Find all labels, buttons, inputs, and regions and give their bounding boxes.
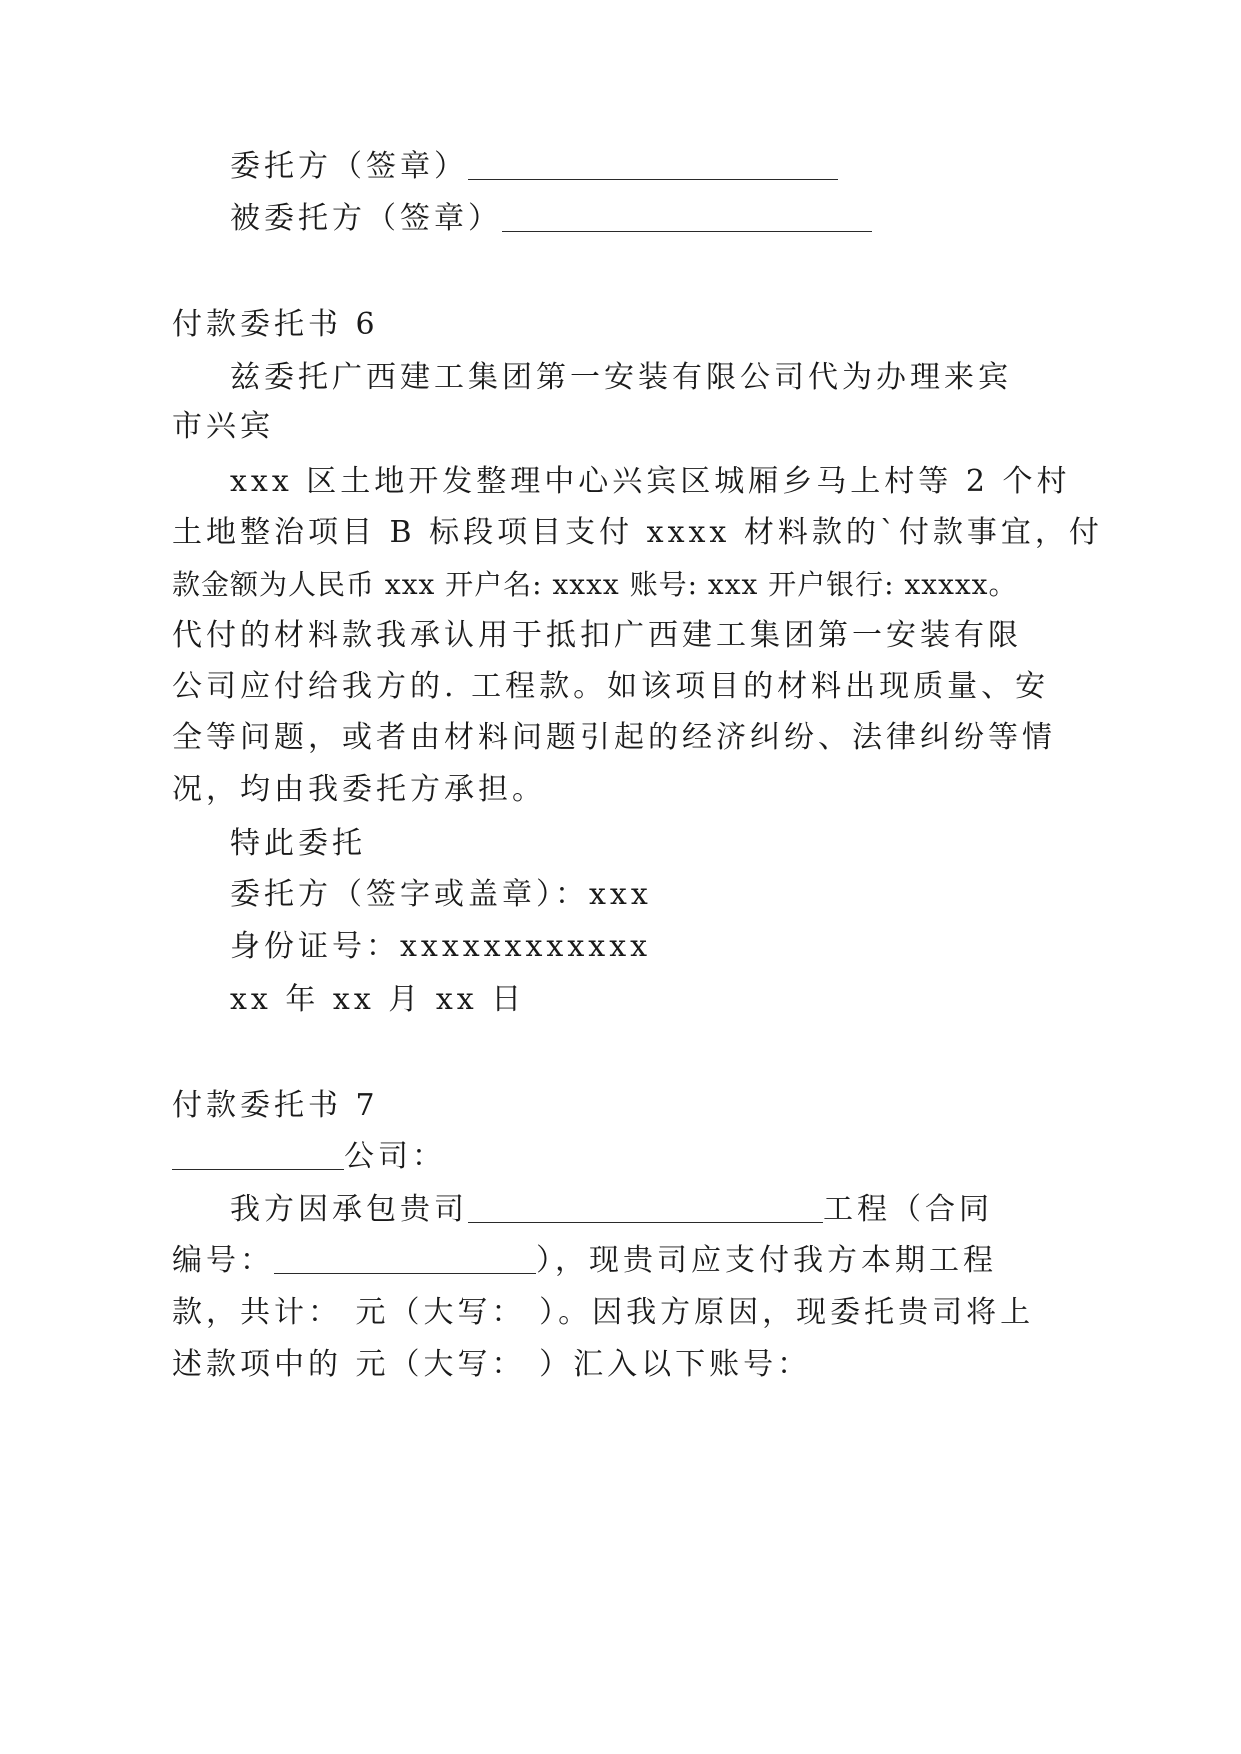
- agent-signature-blank: [502, 203, 872, 232]
- section7-line2-suffix: ），现贵司应支付我方本期工程: [536, 1243, 997, 1278]
- section7-line1-prefix: 我方因承包贵司: [230, 1192, 468, 1227]
- agent-signature-line: [230, 197, 872, 241]
- section6-para2-line: 公司应付给我方的. 工程款。如该项目的材料出现质量、安: [172, 669, 1050, 704]
- section6-para2-line: 土地整治项目 B 标段项目支付 xxxx 材料款的`付款事宜，付: [172, 515, 1103, 550]
- section6-id-number: 身份证号：xxxxxxxxxxxx: [230, 929, 652, 964]
- section6-para2-line: 代付的材料款我承认用于抵扣广西建工集团第一安装有限: [172, 618, 1022, 653]
- section6-heading: 付款委托书 6: [172, 307, 379, 342]
- section7-line1: [230, 1188, 993, 1232]
- principal-signature-line: [230, 145, 838, 189]
- section6-para2-line: 款金额为人民币 xxx 开户名: xxxx 账号: xxx 开户银行: xxxxx。: [172, 568, 1018, 601]
- section6-principal: 委托方（签字或盖章）：xxx: [230, 877, 652, 912]
- section6-para2-line: 全等问题，或者由材料问题引起的经济纠纷、法律纠纷等情: [172, 720, 1056, 755]
- principal-signature-blank: [468, 151, 838, 180]
- section7-line4: 述款项中的 元（大写： ）汇入以下账号：: [172, 1347, 812, 1382]
- section7-line2-prefix: 编号：: [172, 1243, 274, 1278]
- section6-date: xx 年 xx 月 xx 日: [230, 982, 526, 1017]
- addressee-company-blank: [172, 1141, 344, 1170]
- section6-para2-line: xxx 区土地开发整理中心兴宾区城厢乡马上村等 2 个村: [230, 464, 1071, 499]
- section7-line2: [172, 1239, 997, 1283]
- section6-para1-line2: 市兴宾: [172, 409, 274, 444]
- section7-line3: 款，共计： 元（大写： ）。因我方原因，现委托贵司将上: [172, 1295, 1035, 1330]
- addressee-suffix: 公司：: [344, 1139, 446, 1174]
- agent-signature-label: 被委托方（签章）: [230, 201, 502, 236]
- section7-addressee: [172, 1135, 446, 1179]
- section6-closing: 特此委托: [230, 826, 366, 861]
- contract-number-blank: [274, 1245, 536, 1274]
- section7-line1-suffix: 工程（合同: [823, 1192, 993, 1227]
- project-name-blank: [468, 1194, 823, 1223]
- section6-para2-line: 况，均由我委托方承担。: [172, 772, 546, 807]
- section6-para1-line1: 兹委托广西建工集团第一安装有限公司代为办理来宾: [230, 360, 1012, 395]
- section7-heading: 付款委托书 7: [172, 1088, 379, 1123]
- principal-signature-label: 委托方（签章）: [230, 149, 468, 184]
